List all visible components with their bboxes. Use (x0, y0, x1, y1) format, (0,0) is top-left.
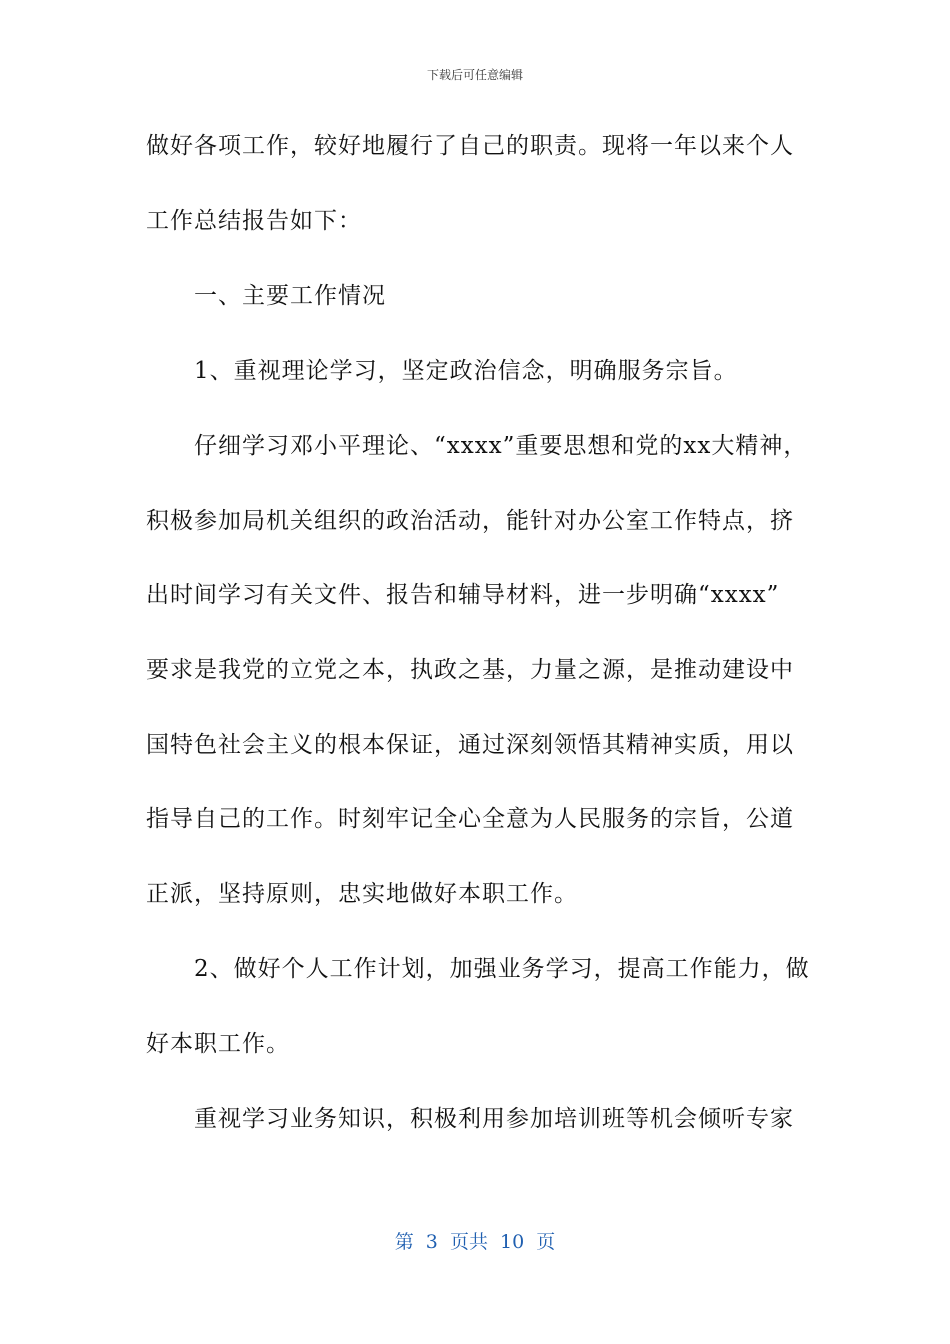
body-line-11: 正派，坚持原则，忠实地做好本职工作。 (146, 881, 578, 907)
body-line-14: 重视学习业务知识，积极利用参加培训班等机会倾听专家 (194, 1106, 794, 1132)
header-note: 下载后可任意编辑 (426, 68, 523, 82)
page-footer: 第 3 页共 10 页 (394, 1231, 556, 1253)
body-line-2: 工作总结报告如下： (146, 208, 362, 234)
subsection-heading-2: 2、做好个人工作计划，加强业务学习，提高工作能力，做 (194, 956, 810, 982)
body-line-13: 好本职工作。 (146, 1031, 290, 1057)
body-line-7: 出时间学习有关文件、报告和辅导材料，进一步明确“xxxx” (146, 582, 780, 608)
body-line-10: 指导自己的工作。时刻牢记全心全意为人民服务的宗旨，公道 (146, 806, 794, 832)
body-line-5: 仔细学习邓小平理论、“xxxx”重要思想和党的xx大精神， (194, 433, 808, 459)
body-line-8: 要求是我党的立党之本，执政之基，力量之源，是推动建设中 (146, 657, 794, 683)
subsection-heading-1: 1、重视理论学习，坚定政治信念，明确服务宗旨。 (194, 358, 738, 384)
body-line-6: 积极参加局机关组织的政治活动，能针对办公室工作特点，挤 (146, 508, 794, 534)
section-heading: 一、主要工作情况 (194, 283, 386, 309)
body-line-1: 做好各项工作，较好地履行了自己的职责。现将一年以来个人 (146, 133, 794, 159)
body-line-9: 国特色社会主义的根本保证，通过深刻领悟其精神实质，用以 (146, 732, 794, 758)
